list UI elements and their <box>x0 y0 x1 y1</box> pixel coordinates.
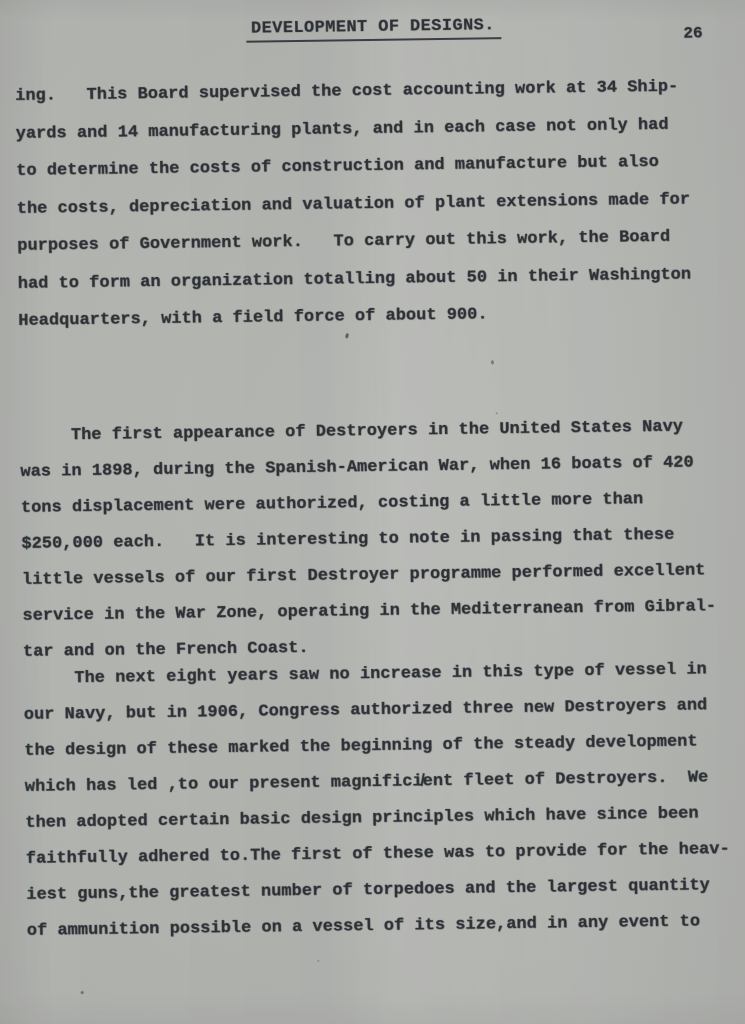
paragraph-cost-accounting: ing. This Board supervised the cost accounting work at 34 Ship- yards and 14 manufacturing plants, and in each case not only had to determine the costs of construction and manufacture but also the costs, depreciation and valuation of plant extensions made for purposes of Government work. To carry out this work, the Board had to form an organization totalling about 50 in their Washington Headquarters, with a field force of about 900. <box>15 77 692 331</box>
ink-speck <box>317 960 319 962</box>
ink-speck <box>81 991 84 994</box>
ink-speck <box>496 412 498 414</box>
paragraph-first-destroyers: The first appearance of Destroyers in the United States Navy was in 1898, during the Spanish-American War, when 16 boats of 420 tons displacement were authorized, costing a little more than $250,000 each. It is interesting to note in passing that these little vessels of our first Destroyer programme performed excellent service in the War Zone, operating in the Mediterranean from Gibral- tar and on the French Coast. <box>19 417 717 662</box>
paragraph-design-principles: The next eight years saw no increase in this type of vessel in our Navy, but in 1906, Congress authorized three new Destroyers and the design of these marked the beginning of the steady development which has led ,to our present magnifici̸ent fleet of Destroyers. We then adopted certain basic design principles which have since been faithfully adhered to.The first of these was to provide for the heav- iest guns,the greatest number of torpedoes and the largest quantity of ammunition possible on a vessel of its size,and in any event to <box>23 660 730 941</box>
section-heading: DEVELOPMENT OF DESIGNS. <box>246 16 501 43</box>
section-heading-row <box>0 0 700 64</box>
ink-speck <box>345 333 349 338</box>
page-number: 26 <box>683 24 703 43</box>
ink-speck <box>491 360 494 364</box>
